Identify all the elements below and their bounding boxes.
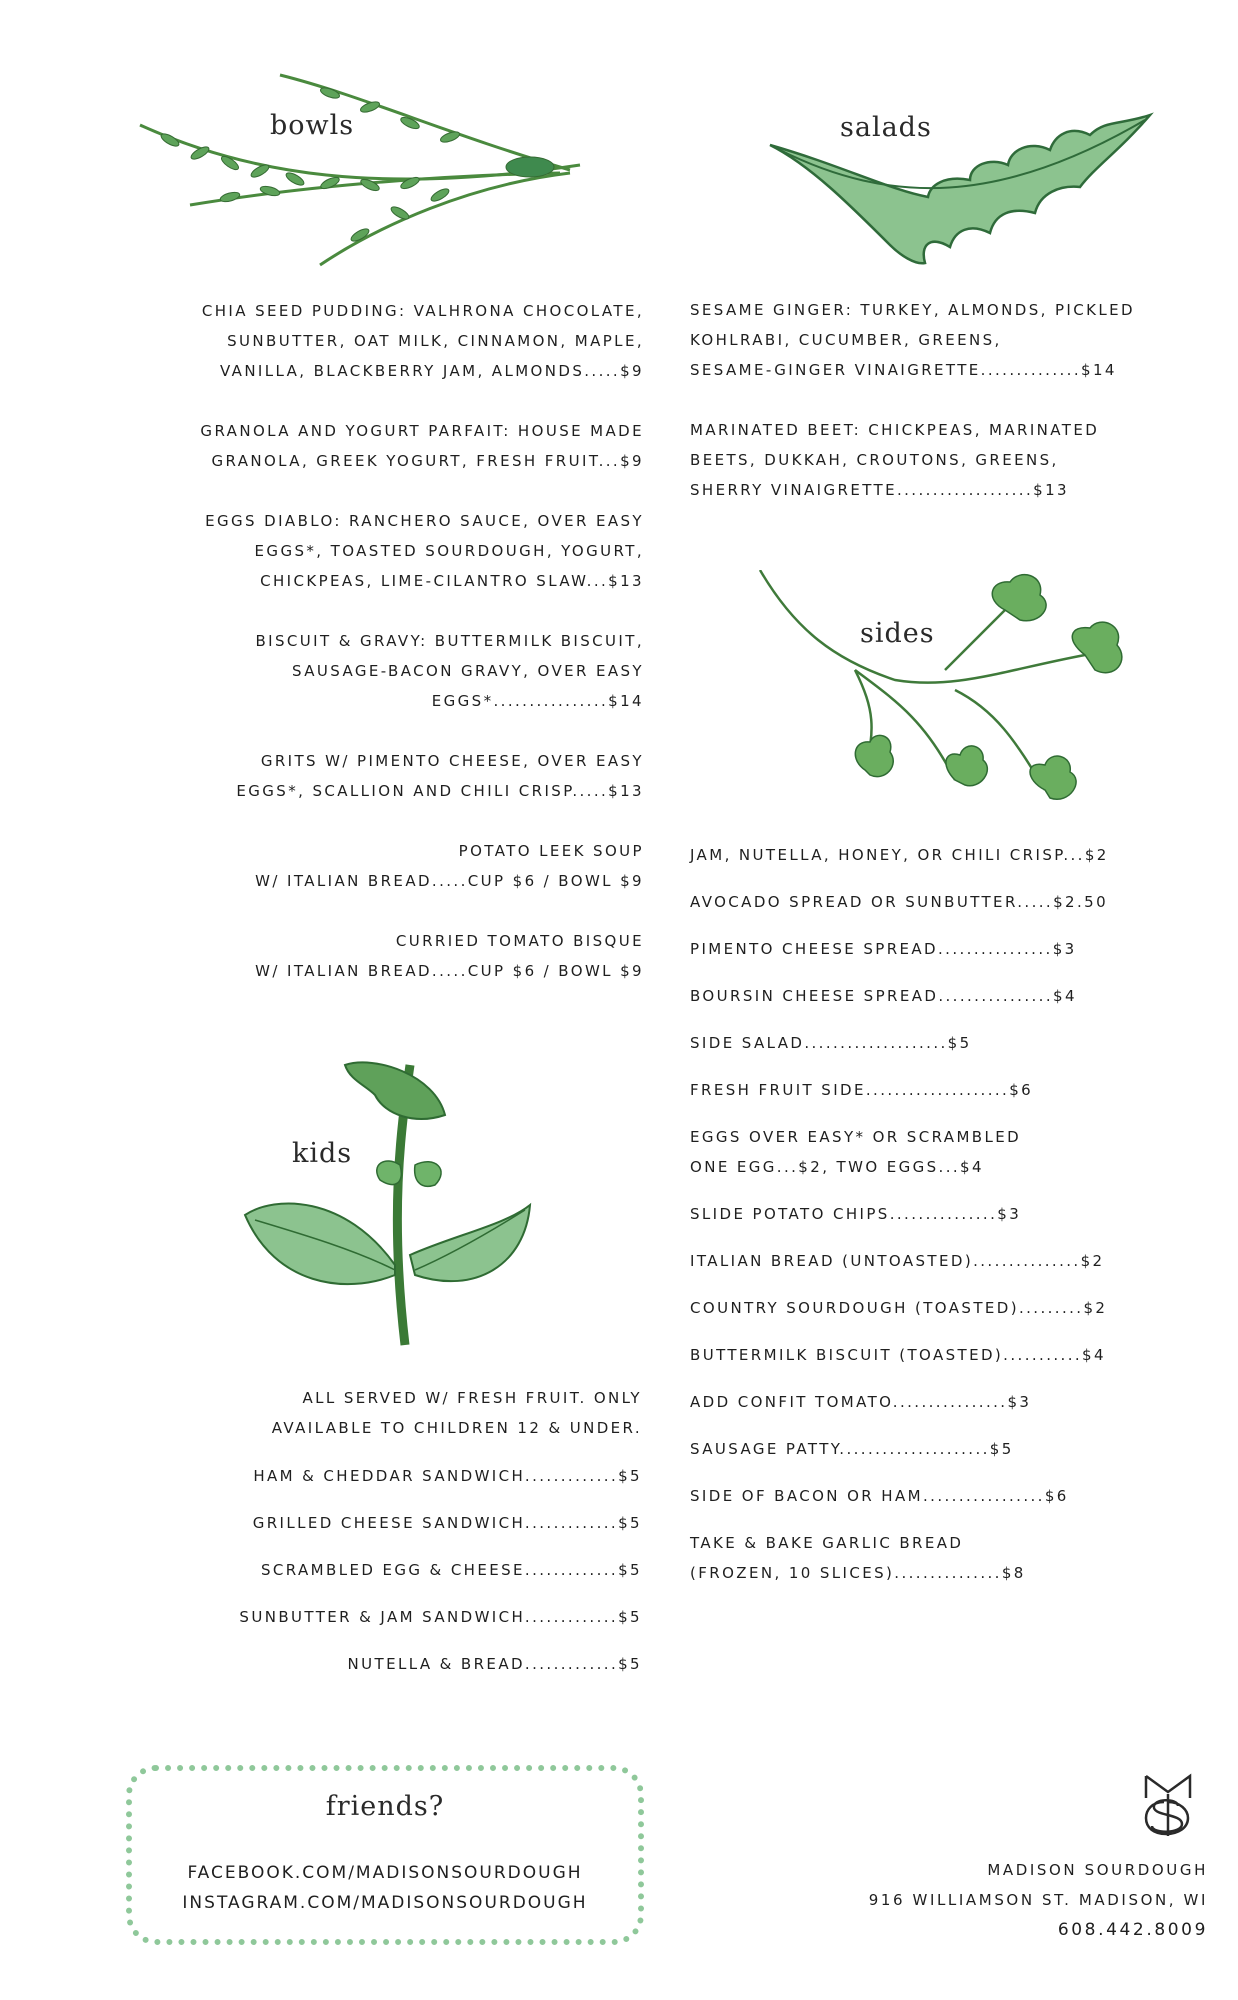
menu-item: PIMENTO CHEESE SPREAD................$3	[690, 940, 1077, 958]
menu-item: SCRAMBLED EGG & CHEESE.............$5	[261, 1561, 642, 1579]
contact-info	[869, 1855, 1208, 1945]
menu-item: SAUSAGE PATTY.....................$5	[690, 1440, 1014, 1458]
menu-item: COUNTRY SOURDOUGH (TOASTED).........$2	[690, 1299, 1108, 1317]
business-phone[interactable]: 608.442.8009	[1057, 1920, 1208, 1940]
menu-item: HAM & CHEDDAR SANDWICH.............$5	[253, 1467, 642, 1485]
menu-item: GRANOLA AND YOGURT PARFAIT: HOUSE MADE GRANOLA, GREEK YOGURT, FRESH FRUIT...$9	[200, 422, 644, 470]
menu-item: SLIDE POTATO CHIPS...............$3	[690, 1205, 1022, 1223]
menu-item: SIDE OF BACON OR HAM.................$6	[690, 1487, 1069, 1505]
bowls-list	[110, 296, 644, 1016]
menu-item: AVOCADO SPREAD OR SUNBUTTER.....$2.50	[690, 893, 1109, 911]
mint-illustration	[235, 1055, 535, 1355]
facebook-link[interactable]: FACEBOOK.COM/MADISONSOURDOUGH	[187, 1863, 583, 1883]
kids-note: ALL SERVED W/ FRESH FRUIT. ONLY AVAILABLE TO CHILDREN 12 & UNDER.	[271, 1389, 642, 1437]
menu-item: EGGS OVER EASY* OR SCRAMBLED ONE EGG...$2, TWO EGGS...$4	[690, 1128, 1022, 1176]
menu-item: SESAME GINGER: TURKEY, ALMONDS, PICKLED KOHLRABI, CUCUMBER, GREENS, SESAME-GINGER VINAIGRETTE..............$14	[690, 301, 1135, 379]
menu-item: TAKE & BAKE GARLIC BREAD (FROZEN, 10 SLICES)...............$8	[690, 1534, 1026, 1582]
menu-item: ITALIAN BREAD (UNTOASTED)...............$2	[690, 1252, 1105, 1270]
thyme-illustration	[130, 55, 600, 285]
menu-item: GRITS W/ PIMENTO CHEESE, OVER EASY EGGS*, SCALLION AND CHILI CRISP.....$13	[236, 752, 644, 800]
menu-item: BISCUIT & GRAVY: BUTTERMILK BISCUIT, SAUSAGE-BACON GRAVY, OVER EASY EGGS*................$14	[255, 632, 644, 710]
menu-item: CURRIED TOMATO BISQUE W/ ITALIAN BREAD.....CUP $6 / BOWL $9	[255, 932, 644, 980]
menu-item: BOURSIN CHEESE SPREAD................$4	[690, 987, 1077, 1005]
menu-item: FRESH FRUIT SIDE....................$6	[690, 1081, 1034, 1099]
menu-item: EGGS DIABLO: RANCHERO SAUCE, OVER EASY EGGS*, TOASTED SOURDOUGH, YOGURT, CHICKPEAS, LIME-CILANTRO SLAW...$13	[205, 512, 644, 590]
sides-list	[690, 840, 1210, 1605]
instagram-link[interactable]: INSTAGRAM.COM/MADISONSOURDOUGH	[182, 1893, 588, 1913]
menu-item: BUTTERMILK BISCUIT (TOASTED)...........$4	[690, 1346, 1106, 1364]
madison-sourdough-logo	[1138, 1768, 1198, 1838]
menu-item: ADD CONFIT TOMATO................$3	[690, 1393, 1032, 1411]
menu-item: MARINATED BEET: CHICKPEAS, MARINATED BEETS, DUKKAH, CROUTONS, GREENS, SHERRY VINAIGRETTE...................$13	[690, 421, 1100, 499]
menu-item: POTATO LEEK SOUP W/ ITALIAN BREAD.....CUP $6 / BOWL $9	[255, 842, 644, 890]
menu-item: SIDE SALAD....................$5	[690, 1034, 972, 1052]
menu-item: NUTELLA & BREAD.............$5	[347, 1655, 642, 1673]
salads-heading: salads	[840, 112, 932, 143]
business-name: MADISON SOURDOUGH	[987, 1861, 1208, 1879]
social-box	[126, 1765, 644, 1945]
friends-title: friends?	[325, 1791, 445, 1822]
salads-list	[690, 295, 1210, 535]
menu-item: JAM, NUTELLA, HONEY, OR CHILI CRISP...$2	[690, 846, 1109, 864]
sides-heading: sides	[860, 618, 935, 649]
business-address: 916 WILLIAMSON ST. MADISON, WI	[868, 1891, 1208, 1909]
menu-item: GRILLED CHEESE SANDWICH.............$5	[252, 1514, 642, 1532]
menu-item: CHIA SEED PUDDING: VALHRONA CHOCOLATE, SUNBUTTER, OAT MILK, CINNAMON, MAPLE, VANILLA, BLACKBERRY JAM, ALMONDS.....$9	[201, 302, 644, 380]
arugula-leaf-illustration	[750, 95, 1160, 270]
menu-item: SUNBUTTER & JAM SANDWICH.............$5	[239, 1608, 642, 1626]
bowls-heading: bowls	[270, 110, 355, 141]
parsley-illustration	[755, 570, 1130, 810]
kids-list	[110, 1383, 642, 1696]
kids-heading: kids	[292, 1138, 353, 1169]
